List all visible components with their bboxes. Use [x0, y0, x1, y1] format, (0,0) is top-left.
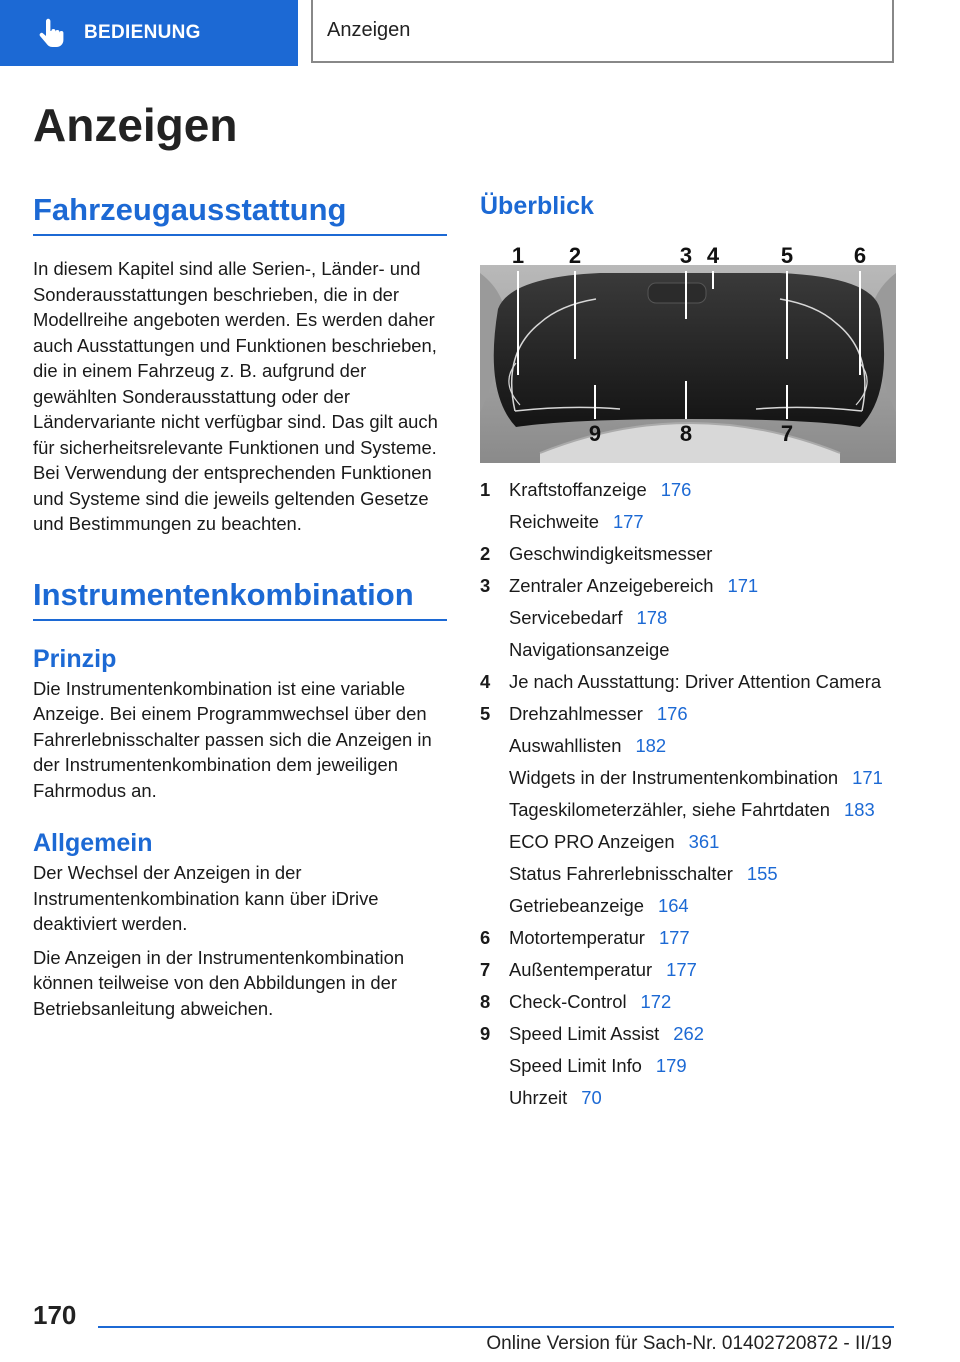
page-reference-link[interactable]: 183	[844, 799, 875, 820]
legend-text	[509, 829, 896, 854]
allgemein-text-1: Der Wechsel der Anzeigen in der Instrumentenkombination kann über iDrive deaktiviert werden.	[33, 862, 379, 934]
footer-text: Online Version für Sach-Nr. 01402720872 - II/19	[486, 1333, 892, 1354]
legend-label: Reichweite	[509, 511, 599, 532]
legend-number	[480, 637, 509, 662]
legend-number	[480, 829, 509, 854]
page-reference-link[interactable]: 361	[688, 831, 720, 852]
footer-rule	[98, 1326, 894, 1328]
legend-label: Check-Control	[509, 991, 627, 1012]
page-reference-link[interactable]: 179	[655, 1055, 687, 1076]
legend-text	[509, 637, 896, 662]
legend-label: Navigationsanzeige	[509, 639, 670, 660]
page-reference-link[interactable]: 155	[746, 863, 778, 884]
legend-entry	[480, 541, 896, 566]
legend-label: Speed Limit Info	[509, 1055, 642, 1076]
legend-entry	[480, 861, 896, 886]
left-column	[33, 192, 447, 1021]
legend-text	[509, 989, 896, 1014]
pointing-hand-icon	[36, 18, 66, 48]
legend-entry	[480, 765, 896, 790]
legend-text	[509, 509, 896, 534]
legend-number: 8	[480, 991, 491, 1012]
legend-label: Zentraler Anzeigebereich	[509, 575, 714, 596]
legend-entry	[480, 957, 896, 982]
prinzip-text: Die Instrumentenkombination ist eine variable Anzeige. Bei einem Programmwechsel über den Fahrerlebnisschalter passen sich die Anzeigen in der Instrumentenkombination dem jeweiligen Fahrmodus an.	[33, 677, 432, 801]
legend-number	[480, 861, 509, 886]
callout-4: 4	[706, 243, 720, 268]
legend-label: Motortemperatur	[509, 927, 645, 948]
legend-label: Außentemperatur	[509, 959, 653, 980]
callout-9: 9	[588, 421, 602, 446]
legend-entry	[480, 1085, 896, 1110]
legend-label: Je nach Ausstattung: Driver Attention Camera	[509, 671, 882, 692]
legend-label: Drehzahlmesser	[509, 703, 643, 724]
legend-entry	[480, 1021, 896, 1046]
legend-label: Speed Limit Assist	[509, 1023, 660, 1044]
section-tab[interactable]	[0, 0, 298, 66]
legend-label: Getriebeanzeige	[509, 895, 644, 916]
legend-text	[509, 733, 896, 758]
page-reference-link[interactable]: 182	[635, 735, 667, 756]
legend-label: Kraftstoffanzeige	[509, 479, 647, 500]
allgemein-heading: Allgemein	[33, 829, 153, 857]
legend-entry	[480, 573, 896, 598]
legend-label: ECO PRO Anzeigen	[509, 831, 675, 852]
legend-entry	[480, 605, 896, 630]
legend-entry	[480, 925, 896, 950]
legend-entry	[480, 733, 896, 758]
legend-number: 1	[480, 479, 491, 500]
callout-7: 7	[780, 421, 794, 446]
legend-number: 3	[480, 575, 491, 596]
legend-number	[480, 509, 509, 534]
callout-6: 6	[853, 243, 867, 268]
legend-list	[480, 477, 896, 1110]
instrumentenkombination-heading: Instrumentenkombination	[33, 577, 447, 621]
legend-text	[509, 1053, 896, 1078]
callout-2: 2	[568, 243, 582, 268]
section-label: BEDIENUNG	[84, 22, 201, 43]
legend-text	[509, 893, 896, 918]
page-reference-link[interactable]: 171	[727, 575, 759, 596]
legend-entry	[480, 669, 896, 694]
legend-label: Tageskilometerzähler, siehe Fahrtdaten	[509, 799, 830, 820]
legend-text	[509, 477, 896, 502]
page-reference-link[interactable]: 177	[658, 927, 690, 948]
fahrzeugausstattung-heading: Fahrzeugausstattung	[33, 192, 447, 236]
legend-text	[509, 1021, 896, 1046]
legend-entry	[480, 637, 896, 662]
page-reference-link[interactable]: 177	[612, 511, 644, 532]
legend-entry	[480, 701, 896, 726]
legend-number	[480, 605, 509, 630]
legend-number	[480, 893, 509, 918]
legend-number	[480, 733, 509, 758]
page-number: 170	[33, 1300, 77, 1330]
legend-text	[509, 861, 896, 886]
legend-number	[480, 765, 509, 790]
prinzip-heading: Prinzip	[33, 644, 117, 673]
legend-text	[509, 957, 896, 982]
legend-number: 5	[480, 703, 491, 724]
legend-label: Auswahllisten	[509, 735, 622, 756]
legend-number	[480, 1053, 509, 1078]
legend-label: Widgets in der Instrumentenkombination	[509, 767, 839, 788]
legend-text	[509, 573, 896, 598]
legend-label: Uhrzeit	[509, 1087, 568, 1108]
legend-text	[509, 669, 896, 694]
ueberblick-heading: Überblick	[480, 192, 594, 220]
page-reference-link[interactable]: 176	[656, 703, 688, 724]
callout-5: 5	[780, 243, 794, 268]
legend-entry	[480, 797, 896, 822]
legend-number: 2	[480, 543, 491, 564]
legend-number	[480, 797, 509, 822]
legend-entry	[480, 477, 896, 502]
allgemein-text-2: Die Anzeigen in der Instrumentenkombination können teilweise von den Abbildungen in der Betriebsanleitung abweichen.	[33, 946, 405, 1019]
instrument-cluster-image	[480, 243, 896, 463]
page-reference-link[interactable]: 171	[852, 767, 883, 788]
legend-entry	[480, 989, 896, 1014]
callout-1: 1	[511, 243, 525, 268]
legend-text	[509, 797, 896, 822]
right-column	[480, 192, 896, 1117]
legend-entry	[480, 1053, 896, 1078]
page-reference-link[interactable]: 262	[673, 1023, 704, 1044]
legend-text	[509, 701, 896, 726]
page-reference-link[interactable]: 178	[636, 607, 668, 628]
legend-label: Geschwindigkeitsmesser	[509, 543, 713, 564]
legend-number: 9	[480, 1023, 491, 1044]
legend-text	[509, 925, 896, 950]
legend-label: Servicebedarf	[509, 607, 623, 628]
legend-text	[509, 605, 896, 630]
legend-label: Status Fahrerlebnisschalter	[509, 863, 733, 884]
callout-8: 8	[679, 421, 693, 446]
page-reference-link[interactable]: 164	[657, 895, 689, 916]
legend-number	[480, 1085, 509, 1110]
fahrzeugausstattung-text: In diesem Kapitel sind alle Serien-, Länder- und Sonderausstattungen beschrieben, die in der Modellreihe angeboten werden. Es werden daher auch Ausstattungen und Funktionen beschrieben, die in einem Fahrzeug z. B. aufgrund der gewählten Sonderausstattung oder der Ländervariante nicht verfügbar sind. Das gilt auch für sicherheitsrelevante Funktionen und Systeme. Bei Verwendung der entsprechenden Funktionen und Systeme sind die jeweils geltenden Gesetze und Bestimmungen zu beachten.	[33, 258, 438, 534]
legend-text	[509, 541, 896, 566]
legend-number: 7	[480, 959, 491, 980]
callout-3: 3	[679, 243, 693, 268]
page-reference-link[interactable]: 70	[581, 1087, 602, 1108]
legend-entry	[480, 829, 896, 854]
page-reference-link[interactable]: 176	[660, 479, 692, 500]
page-title: Anzeigen	[33, 99, 238, 151]
legend-entry	[480, 893, 896, 918]
chapter-label: Anzeigen	[311, 0, 894, 63]
legend-text	[509, 1085, 896, 1110]
legend-number: 6	[480, 927, 491, 948]
top-bar	[0, 0, 960, 66]
legend-number: 4	[480, 671, 491, 692]
page-reference-link[interactable]: 172	[640, 991, 672, 1012]
legend-entry	[480, 509, 896, 534]
page-reference-link[interactable]: 177	[666, 959, 697, 980]
legend-text	[509, 765, 896, 790]
